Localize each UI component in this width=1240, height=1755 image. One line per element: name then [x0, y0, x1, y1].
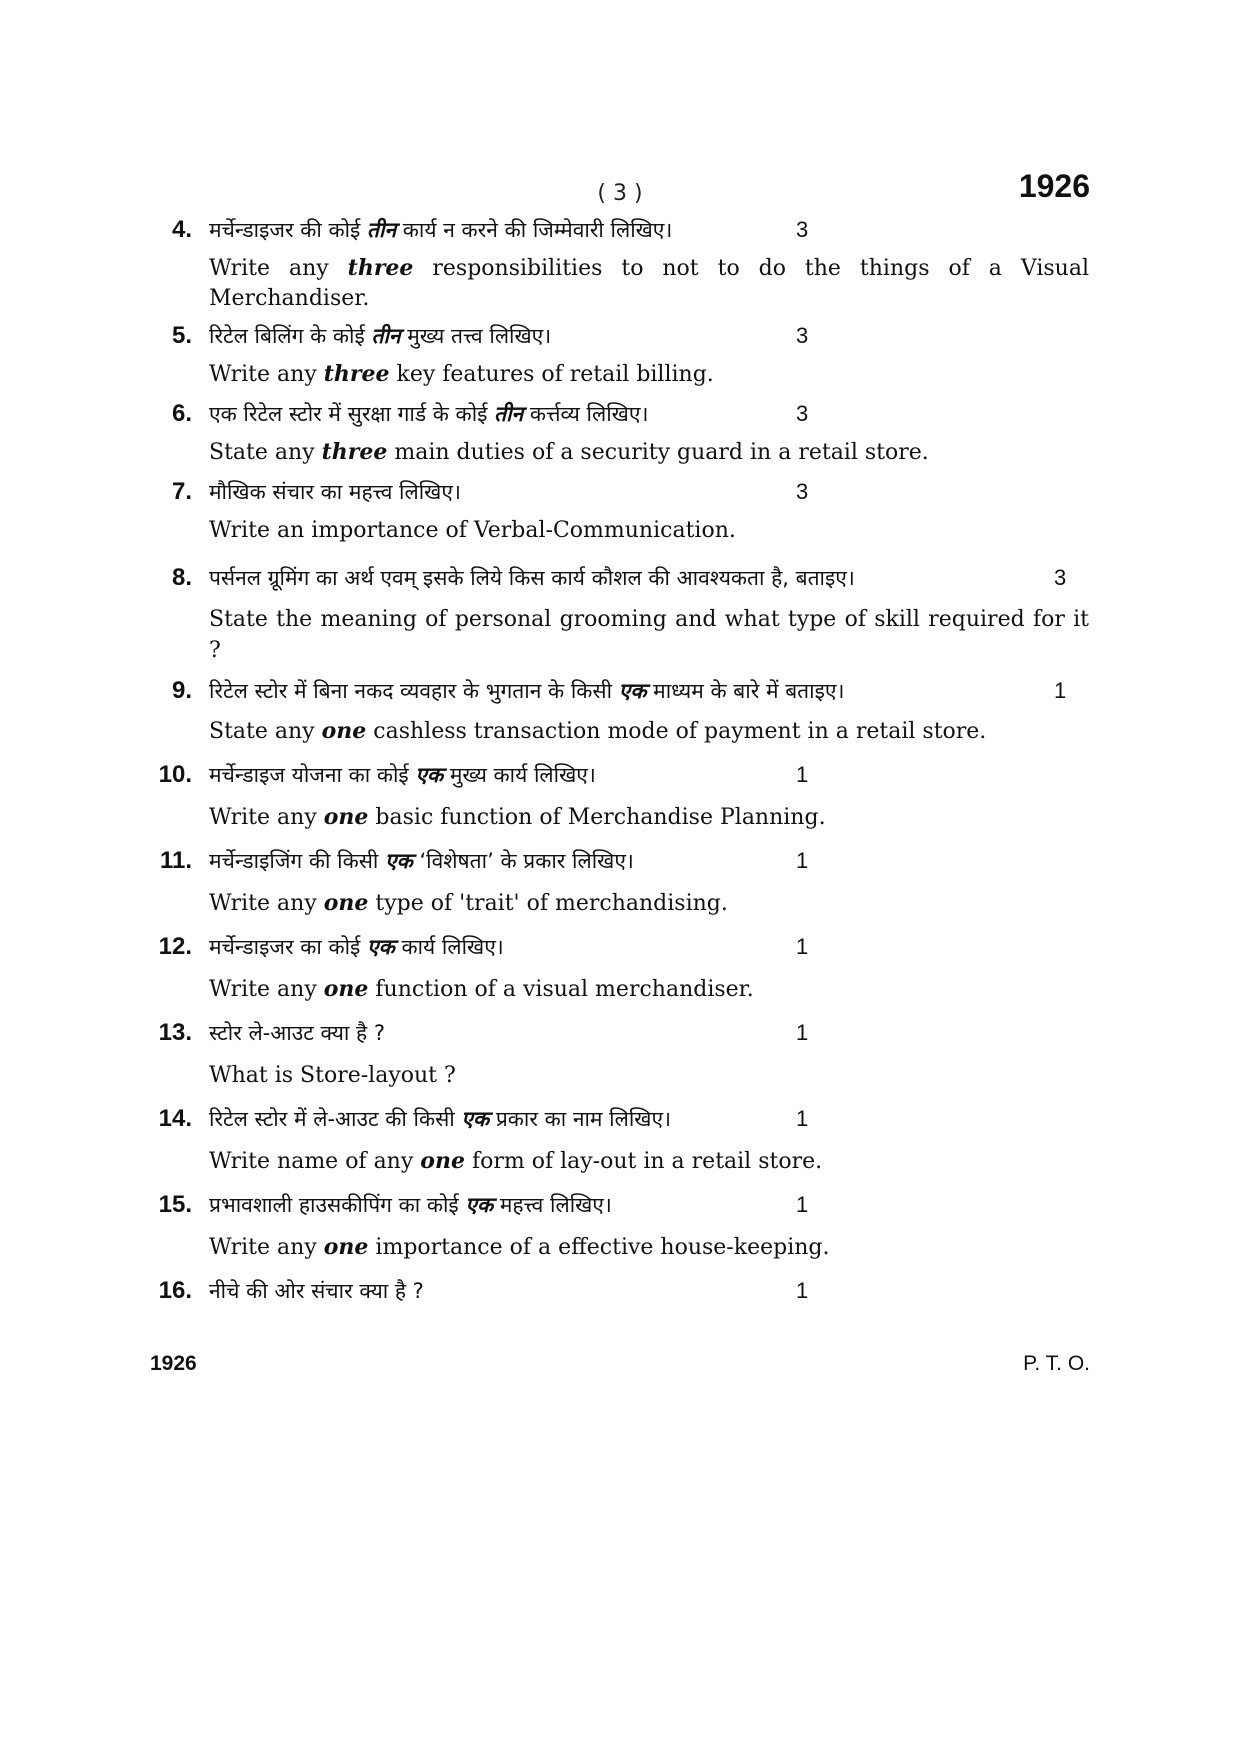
question-number: 11.	[159, 847, 192, 874]
page-turn-note: P. T. O.	[1023, 1352, 1090, 1375]
question-marks: 1	[796, 1192, 809, 1217]
question-hindi: स्टोर ले-आउट क्या है ?	[209, 1021, 386, 1045]
question-marks: 1	[796, 848, 809, 873]
question-english: Write any three key features of retail billing.	[209, 361, 714, 387]
question-marks: 1	[796, 934, 809, 959]
question-english: Write name of any one form of lay-out in a retail store.	[209, 1148, 823, 1174]
question-english: State the meaning of personal grooming and what type of skill required for it ?	[209, 607, 1089, 663]
question-english: State any one cashless transaction mode of payment in a retail store.	[209, 718, 987, 744]
question-english: Write any three responsibilities to not to do the things of a Visual Merchandiser.	[209, 255, 1090, 311]
question-hindi: रिटेल स्टोर में बिना नकद व्यवहार के भुगतान के किसी एक माध्यम के बारे में बताइए।	[209, 679, 845, 703]
question-english: What is Store-layout ?	[209, 1063, 456, 1088]
question-hindi: मर्चेन्डाइजिंग की किसी एक ‘विशेषता’ के प्रकार लिखिए।	[209, 849, 634, 873]
question-english: Write any one function of a visual merchandiser.	[209, 976, 754, 1002]
paper-code-header: 1926	[1018, 168, 1090, 204]
question-marks: 3	[1054, 565, 1067, 590]
question-hindi: मौखिक संचार का महत्त्व लिखिए।	[209, 480, 461, 504]
question-marks: 3	[796, 217, 809, 242]
question-hindi: एक रिटेल स्टोर में सुरक्षा गार्ड के कोई तीन कर्त्तव्य लिखिए।	[209, 402, 649, 426]
paper-code-footer: 1926	[150, 1352, 197, 1375]
question-english: Write any one basic function of Merchandise Planning.	[209, 804, 826, 830]
question-marks: 1	[796, 762, 809, 787]
question-hindi: नीचे की ओर संचार क्या है ?	[209, 1279, 424, 1303]
question-marks: 1	[796, 1106, 809, 1131]
question-marks: 1	[796, 1278, 809, 1303]
question-number: 10.	[158, 761, 192, 788]
question-number: 6.	[171, 400, 192, 427]
question-number: 9.	[171, 677, 192, 704]
question-number: 14.	[158, 1105, 192, 1132]
question-hindi: पर्सनल ग्रूमिंग का अर्थ एवम् इसके लिये किस कार्य कौशल की आवश्यकता है, बताइए।	[209, 566, 855, 590]
question-hindi: रिटेल स्टोर में ले-आउट की किसी एक प्रकार का नाम लिखिए।	[209, 1107, 672, 1131]
question-hindi: मर्चेन्डाइज योजना का कोई एक मुख्य कार्य लिखिए।	[209, 763, 596, 787]
question-marks: 1	[796, 1020, 809, 1045]
question-english: Write any one type of 'trait' of merchandising.	[209, 890, 728, 916]
question-number: 8.	[171, 564, 192, 591]
question-english: Write an importance of Verbal-Communication.	[209, 518, 736, 543]
question-number: 15.	[158, 1191, 192, 1218]
question-english: State any three main duties of a security guard in a retail store.	[209, 439, 929, 465]
question-number: 12.	[158, 933, 192, 960]
question-hindi: मर्चेन्डाइजर का कोई एक कार्य लिखिए।	[209, 935, 504, 959]
question-hindi: प्रभावशाली हाउसकीपिंग का कोई एक महत्त्व लिखिए।	[209, 1193, 612, 1217]
question-number: 5.	[171, 322, 192, 349]
question-hindi: मर्चेन्डाइजर की कोई तीन कार्य न करने की जिम्मेवारी लिखिए।	[209, 218, 673, 242]
question-marks: 3	[796, 479, 809, 504]
question-number: 4.	[171, 216, 192, 243]
question-number: 16.	[158, 1277, 192, 1304]
question-hindi: रिटेल बिलिंग के कोई तीन मुख्य तत्त्व लिखिए।	[209, 324, 552, 348]
question-number: 13.	[158, 1019, 192, 1046]
question-english: Write any one importance of a effective house-keeping.	[209, 1234, 830, 1260]
question-marks: 1	[1054, 678, 1067, 703]
question-marks: 3	[796, 401, 809, 426]
question-number: 7.	[171, 478, 192, 505]
question-marks: 3	[796, 323, 809, 348]
page-number: ( 3 )	[597, 181, 643, 206]
